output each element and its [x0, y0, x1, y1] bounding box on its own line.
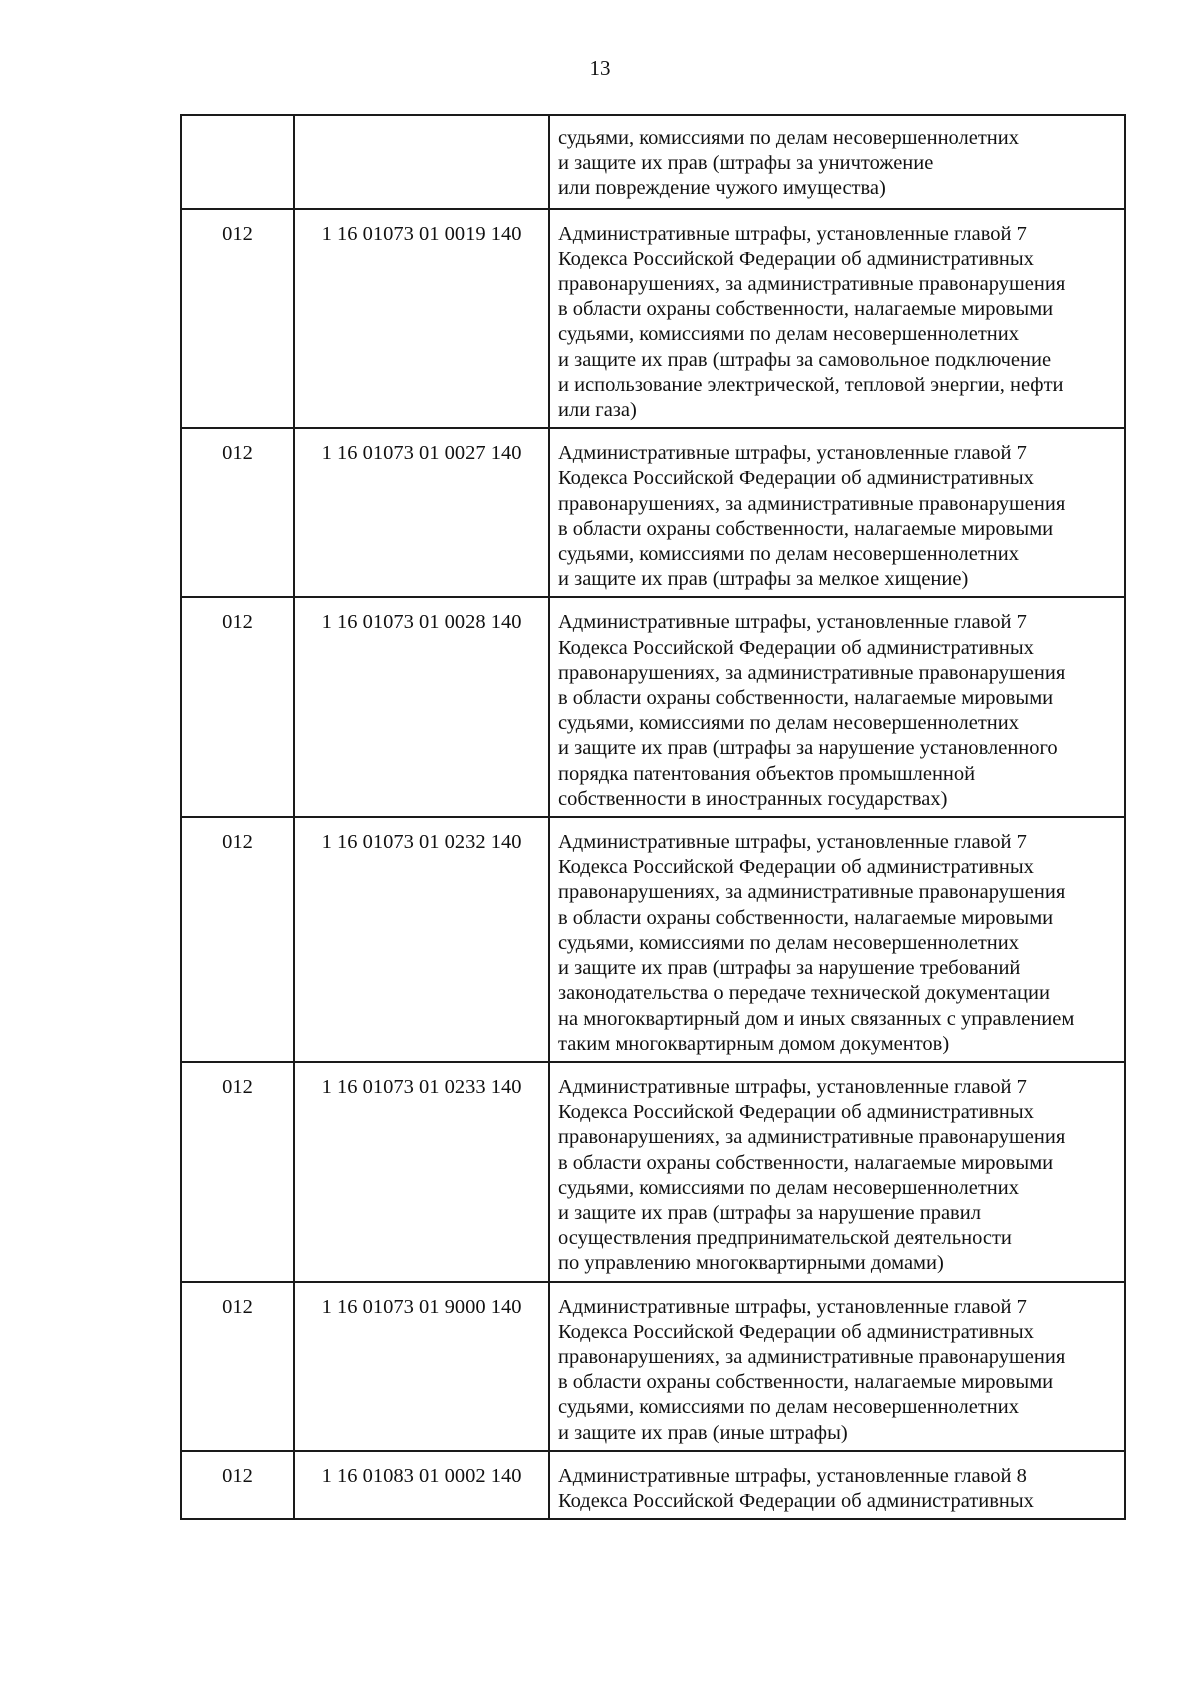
description-line: Административные штрафы, установленные главой 7 [558, 442, 1027, 465]
description-line: правонарушениях, за административные правонарушения [558, 881, 1066, 904]
revenue-description-cell [549, 597, 1125, 817]
budget-classification-code-cell: 1 16 01073 01 0028 140 [294, 597, 549, 817]
budget-classification-code-cell: 1 16 01073 01 0019 140 [294, 209, 549, 429]
description-line: правонарушениях, за административные правонарушения [558, 661, 1066, 684]
description-line: правонарушениях, за административные правонарушения [558, 273, 1066, 296]
description-line: и защите их прав (штрафы за нарушение требований [558, 957, 1021, 980]
table-row [181, 1062, 1125, 1282]
admin-code-cell: 012 [181, 1062, 294, 1282]
description-line: на многоквартирный дом и иных связанных с управлением [558, 1007, 1075, 1030]
budget-classification-code-cell: 1 16 01073 01 9000 140 [294, 1282, 549, 1451]
description-line: Кодекса Российской Федерации об административных [558, 636, 1034, 659]
admin-code-cell: 012 [181, 209, 294, 429]
description-line: Административные штрафы, установленные главой 7 [558, 1295, 1027, 1318]
table-row [181, 209, 1125, 429]
description-line: судьями, комиссиями по делам несовершеннолетних [558, 1176, 1019, 1199]
table-body [181, 115, 1125, 1519]
revenue-description-cell [549, 428, 1125, 597]
description-line: Кодекса Российской Федерации об административных [558, 1101, 1034, 1124]
admin-code-cell: 012 [181, 597, 294, 817]
description-line: или газа) [558, 399, 637, 422]
budget-classification-code-cell: 1 16 01083 01 0002 140 [294, 1451, 549, 1519]
description-line: и защите их прав (штрафы за нарушение установленного [558, 737, 1058, 760]
description-line: в области охраны собственности, налагаемые мировыми [558, 517, 1054, 540]
table-row [181, 817, 1125, 1062]
description-line: Административные штрафы, установленные главой 7 [558, 831, 1027, 854]
table-row [181, 428, 1125, 597]
table-row [181, 1451, 1125, 1519]
description-line: и защите их прав (штрафы за нарушение правил [558, 1201, 981, 1224]
description-line: судьями, комиссиями по делам несовершеннолетних [558, 1396, 1019, 1419]
description-line: осуществления предпринимательской деятельности [558, 1227, 1012, 1250]
description-line: Административные штрафы, установленные главой 7 [558, 1075, 1027, 1098]
description-line: и защите их прав (штрафы за уничтожение [558, 152, 934, 175]
description-line: собственности в иностранных государствах) [558, 787, 948, 810]
description-line: в области охраны собственности, налагаемые мировыми [558, 1371, 1054, 1394]
description-line: Кодекса Российской Федерации об административных [558, 467, 1034, 490]
description-line: правонарушениях, за административные правонарушения [558, 1126, 1066, 1149]
description-line: по управлению многоквартирными домами) [558, 1252, 944, 1275]
revenue-description-cell [549, 209, 1125, 429]
admin-code-cell [181, 115, 294, 209]
description-line: в области охраны собственности, налагаемые мировыми [558, 687, 1054, 710]
revenue-description-cell [549, 817, 1125, 1062]
description-line: Кодекса Российской Федерации об административных [558, 856, 1034, 879]
budget-classification-code-cell: 1 16 01073 01 0232 140 [294, 817, 549, 1062]
description-line: правонарушениях, за административные правонарушения [558, 1345, 1066, 1368]
description-line: правонарушениях, за административные правонарушения [558, 492, 1066, 515]
description-line: Кодекса Российской Федерации об административных [558, 1320, 1034, 1343]
description-line: в области охраны собственности, налагаемые мировыми [558, 298, 1054, 321]
description-line: и защите их прав (штрафы за мелкое хищение) [558, 568, 969, 591]
description-line: в области охраны собственности, налагаемые мировыми [558, 1151, 1054, 1174]
description-line: Административные штрафы, установленные главой 8 [558, 1464, 1027, 1487]
revenue-description-cell [549, 115, 1125, 209]
description-line: и использование электрической, тепловой энергии, нефти [558, 373, 1064, 396]
description-line: или повреждение чужого имущества) [558, 177, 886, 200]
description-line: Кодекса Российской Федерации об административных [558, 247, 1034, 270]
revenue-description-cell [549, 1282, 1125, 1451]
budget-codes-table [180, 114, 1126, 1520]
description-line: порядка патентования объектов промышленной [558, 762, 976, 785]
description-line: Кодекса Российской Федерации об административных [558, 1489, 1034, 1512]
admin-code-cell: 012 [181, 428, 294, 597]
admin-code-cell: 012 [181, 1282, 294, 1451]
description-line: и защите их прав (штрафы за самовольное подключение [558, 348, 1052, 371]
description-line: судьями, комиссиями по делам несовершеннолетних [558, 323, 1019, 346]
description-line: судьями, комиссиями по делам несовершеннолетних [558, 931, 1019, 954]
budget-classification-code-cell: 1 16 01073 01 0027 140 [294, 428, 549, 597]
description-line: и защите их прав (иные штрафы) [558, 1421, 848, 1444]
page-number: 13 [589, 56, 611, 80]
description-line: судьями, комиссиями по делам несовершеннолетних [558, 127, 1019, 149]
revenue-description-cell [549, 1451, 1125, 1519]
description-line: судьями, комиссиями по делам несовершеннолетних [558, 543, 1019, 566]
budget-classification-code-cell: 1 16 01073 01 0233 140 [294, 1062, 549, 1282]
description-line: судьями, комиссиями по делам несовершеннолетних [558, 712, 1019, 735]
table-row [181, 597, 1125, 817]
description-line: законодательства о передаче технической документации [558, 982, 1050, 1005]
table-row [181, 1282, 1125, 1451]
admin-code-cell: 012 [181, 817, 294, 1062]
revenue-description-cell [549, 1062, 1125, 1282]
description-line: Административные штрафы, установленные главой 7 [558, 222, 1027, 245]
table-row [181, 115, 1125, 209]
budget-classification-code-cell [294, 115, 549, 209]
admin-code-cell: 012 [181, 1451, 294, 1519]
description-line: таким многоквартирным домом документов) [558, 1032, 950, 1055]
description-line: Административные штрафы, установленные главой 7 [558, 611, 1027, 634]
description-line: в области охраны собственности, налагаемые мировыми [558, 906, 1054, 929]
